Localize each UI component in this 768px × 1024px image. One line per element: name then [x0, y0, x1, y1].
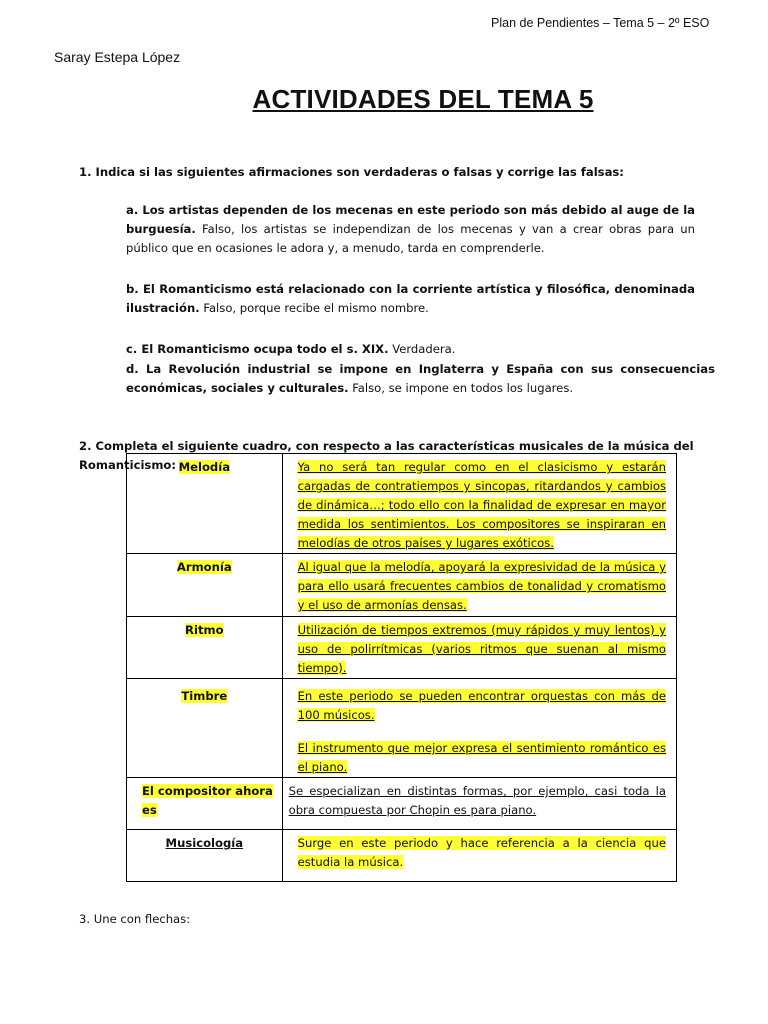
page-header-course: Plan de Pendientes – Tema 5 – 2º ESO	[491, 16, 710, 30]
table-row	[127, 679, 677, 778]
table-row	[127, 778, 677, 830]
item-c-answer: Verdadera.	[392, 342, 456, 356]
item-d	[126, 360, 715, 398]
row-label-timbre: Timbre	[181, 689, 228, 703]
row-text-timbre-1: En este periodo se pueden encontrar orquestas con más de 100 músicos.	[297, 689, 666, 722]
row-label-melodia: Melodía	[178, 460, 231, 474]
row-text-compositor: Se especializan en distintas formas, por ejemplo, casi toda la obra compuesta por Chopin es para piano.	[288, 784, 666, 817]
page-title: ACTIVIDADES DEL TEMA 5	[252, 84, 594, 114]
question-3-heading: 3. Une con flechas:	[79, 912, 191, 926]
row-text-timbre-2: El instrumento que mejor expresa el sentimiento romántico es el piano.	[297, 741, 666, 774]
row-text-ritmo: Utilización de tiempos extremos (muy rápidos y muy lentos) y uso de polirrítmicas (varios ritmos que suenan al mismo tiempo).	[297, 623, 666, 675]
table-row	[127, 454, 677, 554]
item-a	[126, 201, 695, 258]
row-label-ritmo: Ritmo	[185, 623, 224, 637]
table-row	[127, 830, 677, 882]
item-a-statement: a. Los artistas dependen de los mecenas en este periodo son más debido al auge de la burguesía.	[126, 203, 695, 236]
row-label-musicologia: Musicología	[165, 836, 244, 850]
item-b-statement: b. El Romanticismo está relacionado con la corriente artística y filosófica, denominada ilustración.	[126, 282, 695, 315]
item-b	[126, 280, 695, 318]
row-text-melodia: Ya no será tan regular como en el clasicismo y estarán cargadas de contratiempos y sincopas, ritardandos y cambios de dinámica…; todo ello con la finalidad de expresar en mayor medida los sentimientos. Los compositores se inspiraran en melodías de otros países y lugares exóticos.	[297, 460, 666, 550]
item-d-answer: Falso, se impone en todos los lugares.	[352, 381, 574, 395]
table-row	[127, 617, 677, 679]
author-name: Saray Estepa López	[54, 49, 181, 65]
item-a-answer: Falso, los artistas se independizan de los mecenas y van a crear obras para un público que en ocasiones le adora y, a menudo, tarda en comprenderle.	[126, 222, 695, 255]
row-label-compositor: El compositor ahora es	[142, 784, 273, 817]
row-text-armonia: Al igual que la melodía, apoyará la expresividad de la música y para ello usará frecuentes cambios de tonalidad y cromatismo y el uso de armonías densas.	[297, 560, 666, 612]
question-1-heading: 1. Indica si las siguientes afirmaciones son verdaderas o falsas y corrige las falsas:	[79, 165, 624, 179]
romanticism-table	[126, 453, 677, 882]
item-c	[126, 340, 695, 359]
table-row	[127, 554, 677, 617]
row-text-musicologia: Surge en este periodo y hace referencia a la ciencia que estudia la música.	[297, 836, 666, 869]
question-2-heading: 2. Completa el siguiente cuadro, con respecto a las características musicales de la música del Romanticismo:	[79, 439, 694, 472]
item-c-statement: c. El Romanticismo ocupa todo el s. XIX.	[126, 342, 389, 356]
item-d-statement: d. La Revolución industrial se impone en Inglaterra y España con sus consecuencias económicas, sociales y culturales.	[126, 362, 715, 395]
item-b-answer: Falso, porque recibe el mismo nombre.	[203, 301, 429, 315]
row-label-armonia: Armonía	[176, 560, 232, 574]
